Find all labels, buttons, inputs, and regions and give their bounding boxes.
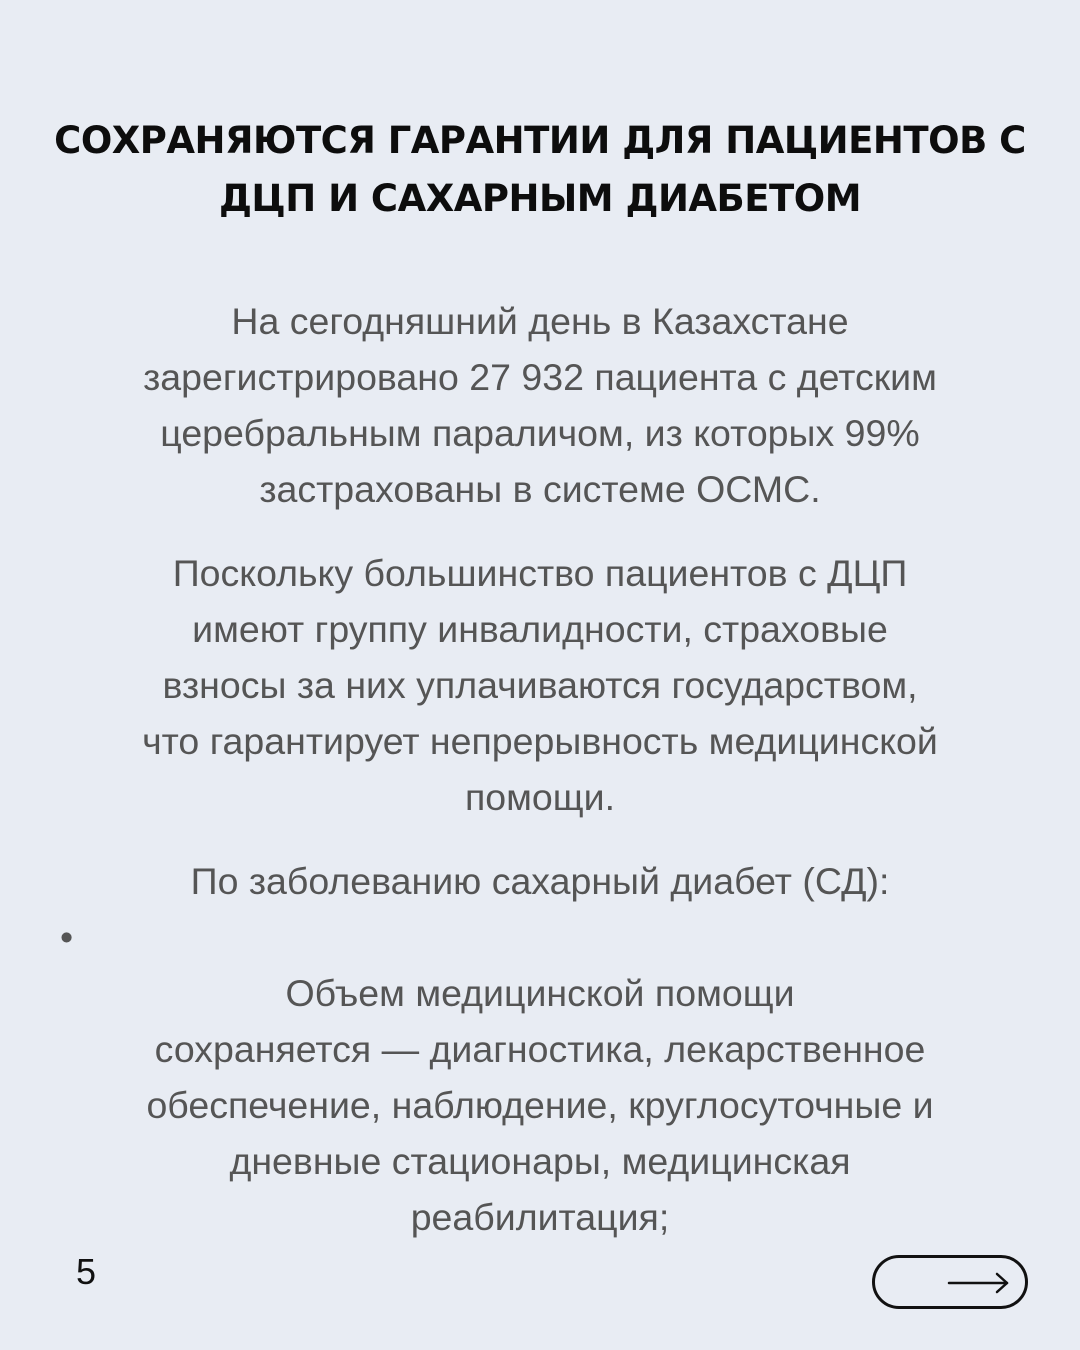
paragraph-disability-contributions (60, 545, 1020, 825)
text-line: По заболеванию сахарный диабет (СД): (190, 860, 890, 902)
page-title (40, 112, 1040, 228)
page-number: 5 (76, 1251, 97, 1292)
text-line: реабилитация; (410, 1196, 670, 1238)
text-line: сохраняется — диагностика, лекарственное (154, 1028, 926, 1070)
text-line: обеспечение, наблюдение, круглосуточные и (146, 1084, 934, 1126)
text-line: зарегистрировано 27 932 пациента с детским (143, 356, 937, 398)
text-line: дневные стационары, медицинская (229, 1140, 851, 1182)
text-line: церебральным параличом, из которых 99% (160, 412, 920, 454)
title-line: СОХРАНЯЮТСЯ ГАРАНТИИ ДЛЯ ПАЦИЕНТОВ С (54, 119, 1026, 162)
bullet-dot: • (60, 916, 74, 958)
paragraph-diabetes (60, 853, 1020, 1245)
text-line: что гарантирует непрерывность медицинской (142, 720, 938, 762)
bullet-item (60, 909, 1020, 1021)
text-line: помощи. (464, 776, 616, 818)
text-line: застрахованы в системе ОСМС. (259, 468, 821, 510)
text-line: На сегодняшний день в Казахстане (231, 300, 849, 342)
text-line: взносы за них уплачиваются государством, (162, 664, 918, 706)
text-line: Поскольку большинство пациентов с ДЦП (172, 552, 908, 594)
paragraph-cerebral-palsy-stats (60, 293, 1020, 517)
arrow-right-icon (947, 1271, 1011, 1295)
body-text (60, 293, 1020, 1273)
bullet-text: Объем медицинской помощи (285, 972, 795, 1014)
next-slide-button[interactable] (872, 1255, 1028, 1309)
text-line: имеют группу инвалидности, страховые (192, 608, 888, 650)
title-line: ДЦП И САХАРНЫМ ДИАБЕТОМ (218, 177, 862, 220)
